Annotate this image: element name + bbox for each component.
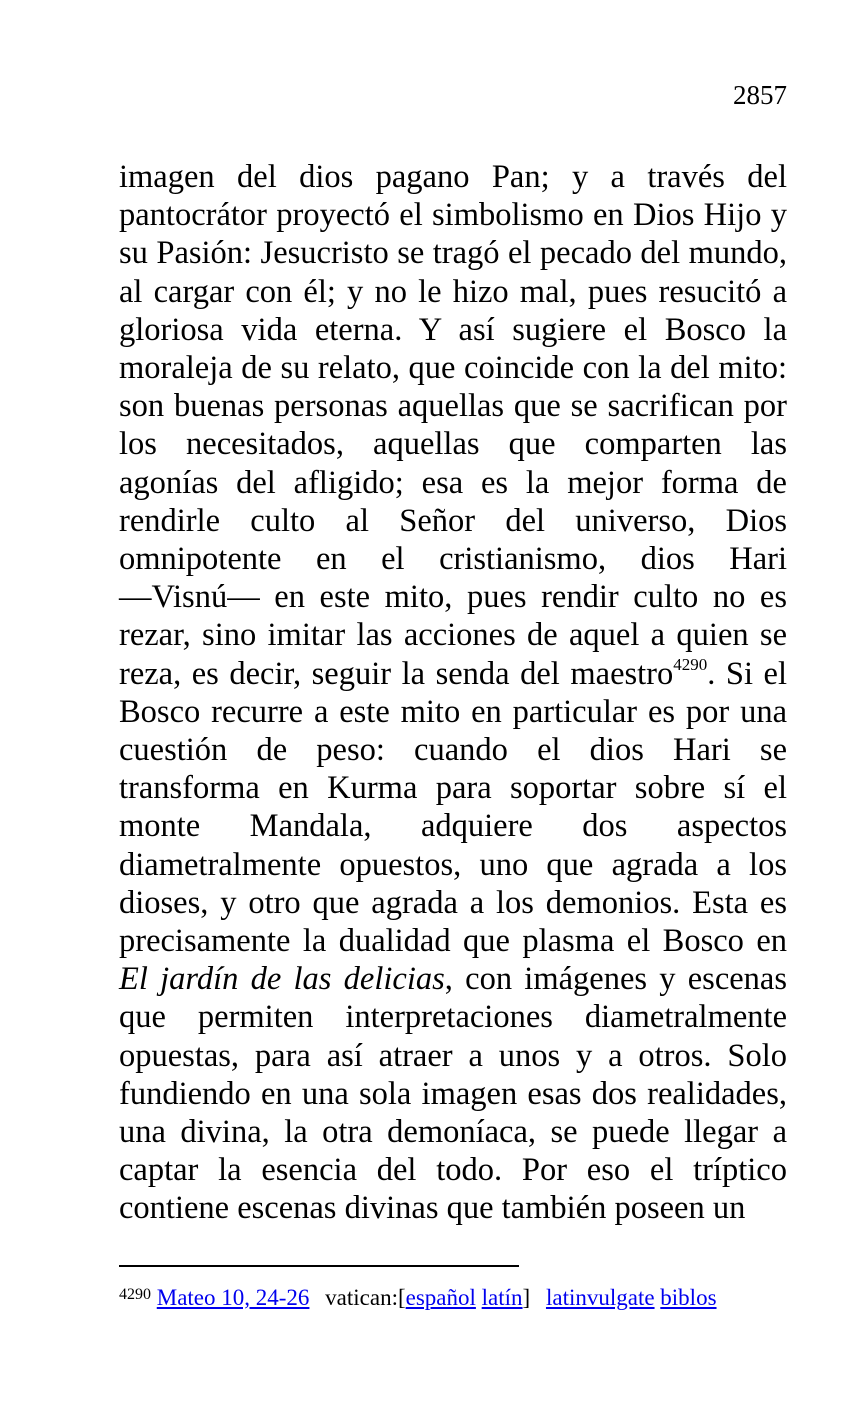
footnote [119, 1283, 799, 1313]
body-text-part-3: , con imágenes y escenas que permiten interpretaciones diametralmente opuestas, para así atraer a unos y a otros. Solo fundiendo en una sola imagen esas dos realidades, una divina, la otra demoníaca, se puede llegar a captar la esencia del todo. Por eso el tríptico contiene escenas divinas que también poseen un [119, 961, 788, 1227]
link-biblos[interactable]: biblos [660, 1285, 717, 1310]
link-latin[interactable]: latín [481, 1285, 523, 1310]
vatican-bracket-close: ] [522, 1285, 531, 1310]
footnote-divider [119, 1265, 519, 1267]
body-text-part-2: . Si el Bosco recurre a este mito en particular es por una cuestión de peso: cuando el dios Hari se transforma en Kurma para soportar sobre sí el monte Mandala, adquiere dos aspectos diametralmente opuestos, uno que agrada a los dioses, y otro que agrada a los demonios. Esta es precisamente la dualidad que plasma el Bosco en [119, 655, 787, 960]
artwork-title: El jardín de las delicias [119, 961, 445, 998]
footnote-reference[interactable]: 4290 [673, 654, 708, 674]
link-mateo[interactable]: Mateo 10, 24-26 [156, 1285, 310, 1310]
footnote-number: 4290 [119, 1286, 151, 1304]
body-text-part-1: imagen del dios pagano Pan; y a través del pantocrátor proyectó el simbolismo en Dios Hijo y su Pasión: Jesucristo se tragó el pecado del mundo, al cargar con él; y no le hizo mal, pues resucitó a gloriosa vida eterna. Y así sugiere el Bosco la moraleja de su relato, que coincide con la del mito: son buenas personas aquellas que se sacrifican por los necesitados, aquellas que comparten las agonías del afligido; esa es la mejor forma de rendirle culto al Señor del universo, Dios omnipotente en el cristianismo, dios Hari ―Visnú― en este mito, pues rendir culto no es rezar, sino imitar las acciones de aquel a quien se reza, es decir, seguir la senda del maestro [119, 159, 787, 692]
link-latinvulgate[interactable]: latinvulgate [545, 1285, 655, 1310]
link-espanol[interactable]: español [405, 1285, 476, 1310]
vatican-label: vatican:[ [325, 1285, 406, 1310]
body-text [119, 158, 787, 1228]
page-number: 2857 [733, 80, 787, 110]
